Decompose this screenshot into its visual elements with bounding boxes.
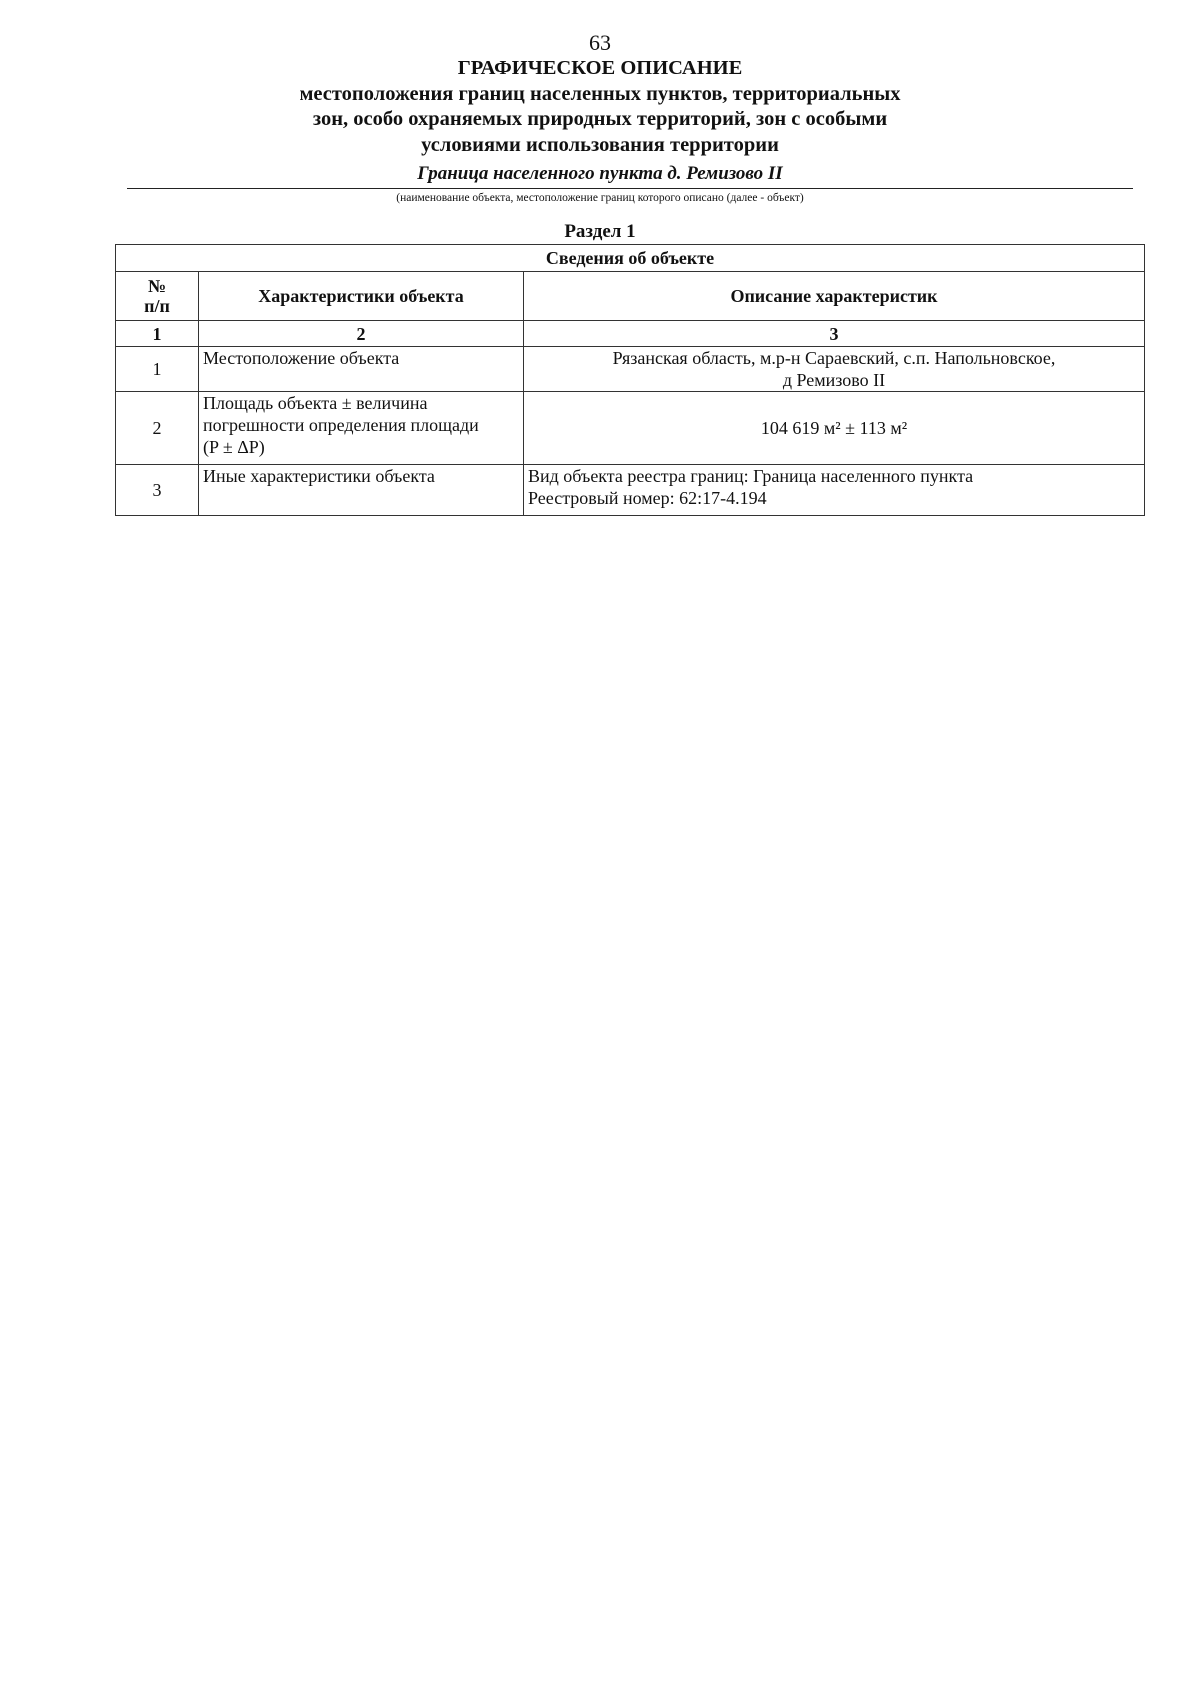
- row-characteristic: Иные характеристики объекта: [199, 465, 524, 516]
- document-title: [0, 56, 1200, 158]
- table-row: [116, 347, 1145, 392]
- object-caption: (наименование объекта, местоположение границ которого описано (далее - объект): [396, 192, 804, 204]
- title-line-1: местоположения границ населенных пунктов, территориальных: [299, 82, 901, 105]
- page-number: 63: [589, 30, 611, 55]
- row-number: 1: [116, 347, 199, 392]
- table-header-row: [116, 272, 1145, 321]
- table-index-row: [116, 321, 1145, 347]
- index-cell-1: 1: [116, 321, 199, 347]
- row-characteristic-line-1: Площадь объекта ± величина: [203, 393, 428, 413]
- section-title: Раздел 1: [564, 221, 636, 242]
- index-cell-2: 2: [199, 321, 524, 347]
- row-description-line-2: Реестровый номер: 62:17-4.194: [528, 488, 767, 508]
- row-description: [524, 347, 1145, 392]
- header-number: [116, 272, 199, 321]
- row-description-line-1: Рязанская область, м.р-н Сараевский, с.п. Напольновское,: [612, 348, 1056, 368]
- row-characteristic: Местоположение объекта: [199, 347, 524, 392]
- row-description-line-1: Вид объекта реестра границ: Граница населенного пункта: [528, 466, 974, 486]
- header-description: Описание характеристик: [524, 272, 1145, 321]
- title-line-2: зон, особо охраняемых природных территорий, зон с особыми: [312, 108, 888, 130]
- object-name-underline: [127, 188, 1133, 189]
- header-number-line-1: №: [147, 276, 167, 296]
- table-row: [116, 465, 1145, 516]
- header-number-line-2: п/п: [144, 296, 170, 316]
- table-row: [116, 392, 1145, 465]
- row-description: 104 619 м² ± 113 м²: [524, 392, 1145, 465]
- title-main: ГРАФИЧЕСКОЕ ОПИСАНИЕ: [457, 57, 743, 79]
- table-caption: Сведения об объекте: [116, 245, 1145, 272]
- object-name: Граница населенного пункта д. Ремизово II: [417, 163, 783, 184]
- row-number: 2: [116, 392, 199, 465]
- row-characteristic: [199, 392, 524, 465]
- row-description-line-2: д Ремизово II: [782, 370, 886, 390]
- object-info-table: [115, 244, 1145, 516]
- row-characteristic-line-2: погрешности определения площади: [203, 415, 479, 435]
- table-caption-row: [116, 245, 1145, 272]
- title-line-3: условиями использования территории: [421, 133, 779, 156]
- row-description: [524, 465, 1145, 516]
- row-characteristic-line-3: (P ± ΔP): [203, 437, 265, 457]
- row-number: 3: [116, 465, 199, 516]
- index-cell-3: 3: [524, 321, 1145, 347]
- header-characteristics: Характеристики объекта: [199, 272, 524, 321]
